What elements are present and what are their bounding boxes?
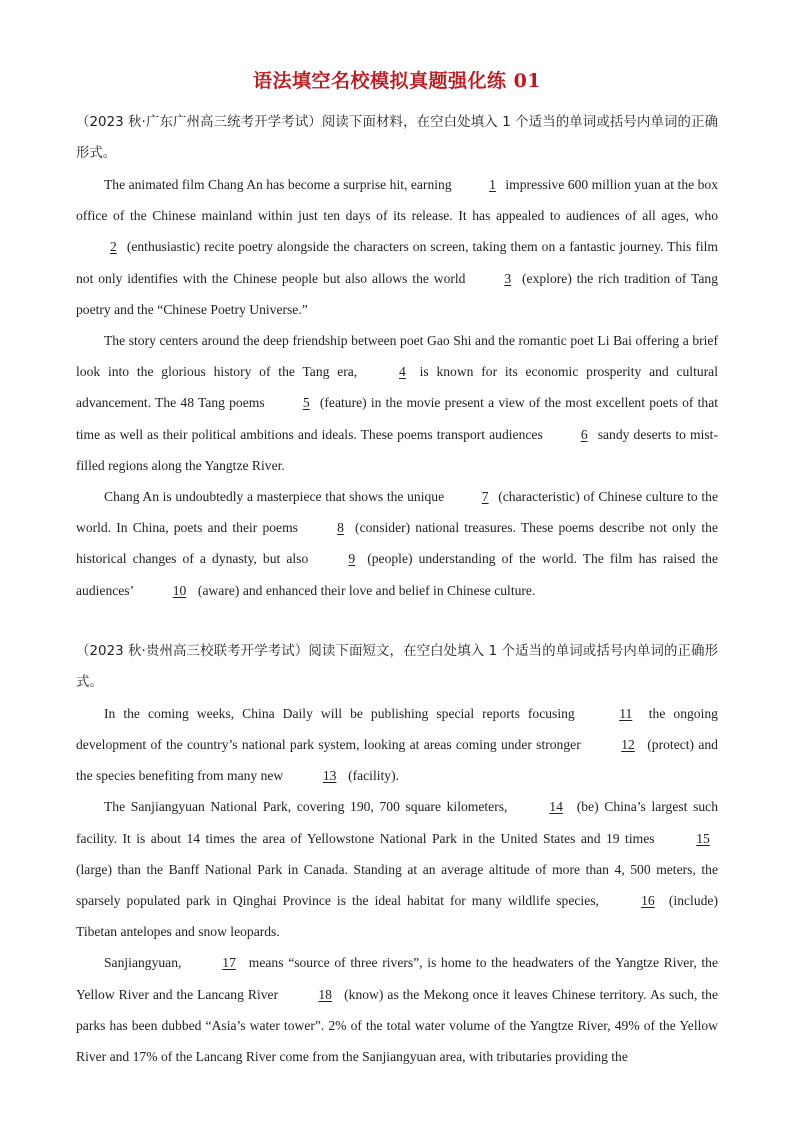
text: The animated film Chang An has become a surprise hit, earning: [104, 177, 452, 192]
text: means “source of three rivers”, is home to the headwaters of the Yangtze River, the Yellow River and the Lancang River: [76, 955, 718, 1002]
page-title: 语法填空名校模拟真题强化练 01: [252, 70, 542, 92]
blank-3: 3: [504, 270, 512, 286]
blank-15: 15: [696, 830, 710, 846]
blank-7: 7: [481, 489, 489, 505]
section-gap: [76, 606, 718, 636]
text: (characteristic) of Chinese culture to the world. In China, poets and their poems: [76, 489, 718, 536]
s1-paragraph-1: [76, 169, 718, 325]
blank-9: 9: [348, 551, 356, 567]
text: the ongoing development of the country’s national park system, looking at areas coming under stronger: [76, 705, 718, 753]
text: Sanjiangyuan,: [104, 955, 182, 971]
text: (feature) in the movie present a view of the most excellent poets of that time as well as their political ambitions and ideals. These poems transport audiences: [76, 395, 719, 442]
text: sandy deserts to mist-filled regions along the Yangtze River.: [76, 426, 718, 473]
blank-10: 10: [172, 582, 187, 598]
blank-8: 8: [337, 520, 344, 536]
text: The story centers around the deep friendship between poet Gao Shi and the romantic poet Li Bai offering a brief look into the glorious history of the Tang era,: [76, 333, 718, 380]
text: (facility).: [348, 768, 400, 784]
blank-12: 12: [621, 737, 635, 753]
blank-18: 18: [318, 986, 332, 1002]
text: (explore) the rich tradition of Tang poetry and the “Chinese Poetry Universe.”: [76, 270, 719, 317]
section2-source: （2023 秋·贵州高三校联考开学考试）阅读下面短文，在空白处填入 1 个适当的单词或括号内单词的正确形式。: [76, 643, 718, 690]
text: impressive 600 million yuan at the box office of the Chinese mainland within just ten days of its release. It has appealed to audiences of all ages, who: [76, 177, 719, 224]
s1-paragraph-2: [76, 325, 718, 481]
text: is known for its economic prosperity and cultural advancement. The 48 Tang poems: [76, 364, 718, 411]
blank-16: 16: [641, 893, 655, 909]
text: (include) Tibetan antelopes and snow leopards.: [76, 893, 718, 940]
s1-paragraph-3: [76, 481, 718, 606]
text: (aware) and enhanced their love and belief in Chinese culture.: [197, 582, 536, 598]
text: (consider) national treasures. These poems describe not only the historical changes of a dynasty, but also: [76, 520, 718, 567]
text: Chang An is undoubtedly a masterpiece that shows the unique: [104, 489, 445, 505]
text: (protect) and the species benefiting from many new: [76, 737, 718, 784]
s2-paragraph-3: [76, 947, 718, 1072]
blank-6: 6: [580, 426, 588, 442]
text: (people) understanding of the world. The film has raised the audiences’: [76, 551, 718, 598]
text: (large) than the Banff National Park in Canada. Standing at an average altitude of more than 4, 500 meters, the sparsely populated park in Qinghai Province is the ideal habitat for many wildlife species,: [76, 861, 718, 909]
text: (know) as the Mekong once it leaves Chinese territory. As such, the parks has been dubbed “Asia’s water tower”. 2% of the total water volume of the Yangtze River, 49% of the Yellow River and 17% of the Lancang River come from the Sanjiangyuan area, with tributaries providing the: [76, 986, 718, 1065]
blank-2: 2: [110, 239, 117, 255]
text: (enthusiastic) recite poetry alongside the characters on screen, taking them on a fantastic journey. This film not only identifies with the Chinese people but also allows the world: [76, 239, 718, 286]
s2-paragraph-1: [76, 698, 718, 792]
blank-13: 13: [322, 768, 337, 784]
s2-paragraph-2: [76, 791, 718, 947]
text: In the coming weeks, China Daily will be publishing special reports focusing: [104, 705, 575, 721]
blank-11: 11: [619, 705, 633, 721]
blank-5: 5: [302, 395, 310, 411]
blank-1: 1: [489, 177, 496, 192]
blank-4: 4: [399, 364, 406, 380]
section1-source: （2023 秋·广东广州高三统考开学考试）阅读下面材料，在空白处填入 1 个适当的单词或括号内单词的正确形式。: [76, 115, 718, 161]
blank-14: 14: [549, 799, 563, 815]
text: (be) China’s largest such facility. It is about 14 times the area of Yellowstone National Park in the United States and 19 times: [76, 799, 719, 846]
blank-17: 17: [222, 955, 236, 971]
text: The Sanjiangyuan National Park, covering 190, 700 square kilometers,: [104, 799, 508, 815]
